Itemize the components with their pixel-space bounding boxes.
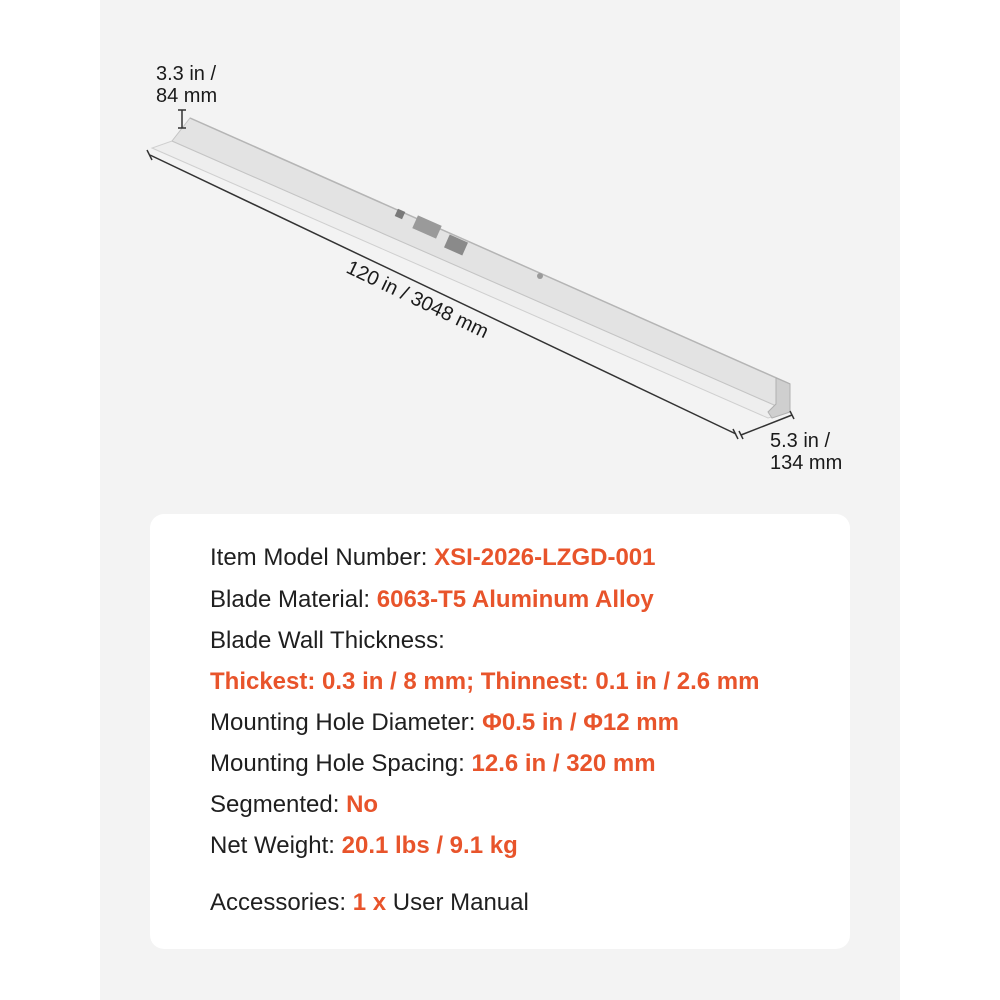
spec-wall-thickness-value: Thickest: 0.3 in / 8 mm; Thinnest: 0.1 in / 2.6 mm [210, 668, 760, 695]
spec-hole-diameter-value: Φ0.5 in / Φ12 mm [482, 709, 679, 736]
spec-blade-material-label: Blade Material: [210, 586, 377, 613]
spec-segmented [210, 790, 378, 820]
spec-net-weight-label: Net Weight: [210, 832, 342, 859]
spec-hole-spacing-value: 12.6 in / 320 mm [471, 750, 656, 777]
width-label-line2: 134 mm [770, 452, 843, 474]
spec-model-number-label: Item Model Number: [210, 544, 435, 571]
spec-accessories-label: Accessories: [210, 889, 353, 916]
blade-base-flange [152, 141, 790, 418]
spec-segmented-value: No [346, 791, 379, 818]
spec-blade-material [210, 585, 654, 615]
spec-blade-material-value: 6063-T5 Aluminum Alloy [376, 586, 654, 613]
width-label-line1: 5.3 in / [770, 430, 831, 452]
spec-hole-diameter-label: Mounting Hole Diameter: [210, 709, 483, 736]
blade-mount-hole [537, 273, 543, 279]
blade-upright-face [172, 118, 790, 412]
spec-accessories [210, 888, 529, 918]
spec-hole-spacing [210, 749, 656, 779]
spec-model-number-value: XSI-2026-LZGD-001 [434, 544, 656, 571]
spec-accessories-quantity: 1 x [352, 889, 387, 916]
spec-hole-diameter [210, 708, 679, 738]
height-label-line1: 3.3 in / [156, 63, 217, 85]
spec-net-weight [210, 831, 518, 861]
spec-card [150, 514, 850, 949]
spec-model-number [210, 543, 656, 573]
height-label-line2: 84 mm [156, 85, 218, 107]
blade-top-edge [190, 118, 790, 384]
spec-wall-thickness-label: Blade Wall Thickness: [210, 627, 445, 654]
spec-accessories-item: User Manual [386, 889, 529, 916]
length-dimension-line [147, 150, 738, 439]
spec-segmented-label: Segmented: [210, 791, 347, 818]
spec-net-weight-value: 20.1 lbs / 9.1 kg [341, 832, 518, 859]
length-label: 120 in / 3048 mm [342, 256, 492, 344]
spec-hole-spacing-label: Mounting Hole Spacing: [210, 750, 472, 777]
